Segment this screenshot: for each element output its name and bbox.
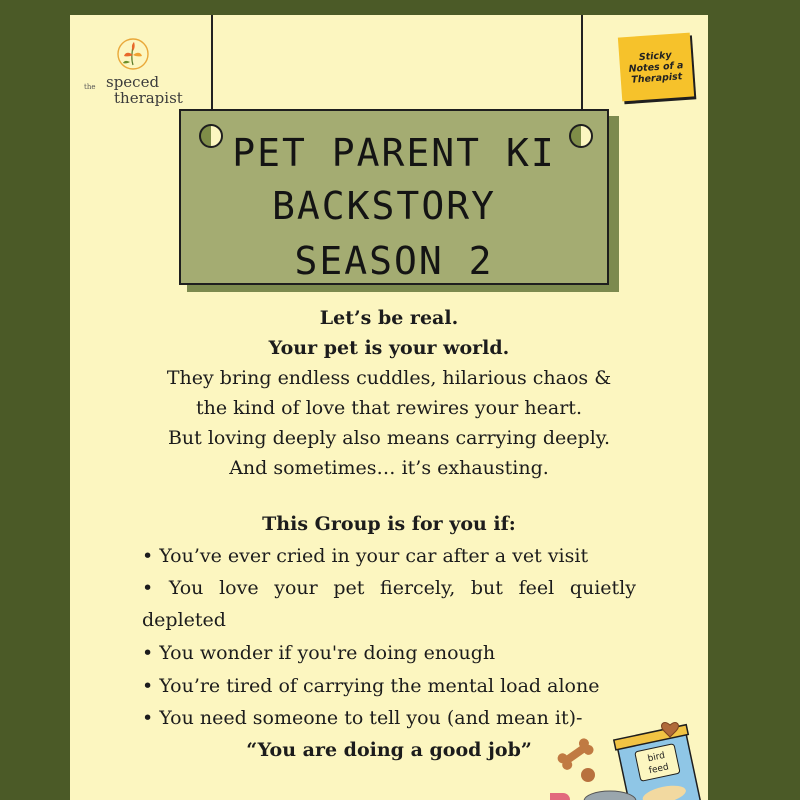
intro-line-3: They bring endless cuddles, hilarious chaos & bbox=[166, 367, 612, 389]
poster-page bbox=[70, 15, 708, 800]
flower-logo-icon bbox=[116, 37, 150, 71]
logo-line-1: speced bbox=[106, 73, 160, 91]
bone-biscuit-icon bbox=[556, 736, 596, 771]
sign-ring-left-icon bbox=[199, 124, 223, 148]
bullet-item: • You love your pet fiercely, but feel quietly bbox=[142, 577, 636, 599]
pet-treats-illustration-icon bbox=[550, 715, 708, 800]
bullet-item: • You wonder if you're doing enough bbox=[142, 642, 496, 664]
intro-line-6: And sometimes… it’s exhausting. bbox=[229, 457, 549, 479]
intro-line-4: the kind of love that rewires your heart. bbox=[196, 397, 582, 419]
pet-toy-icon bbox=[550, 793, 570, 800]
sign-ring-right-icon bbox=[569, 124, 593, 148]
closing-quote: “You are doing a good job” bbox=[246, 739, 532, 761]
sticky-line-1: Sticky bbox=[638, 49, 672, 63]
speced-therapist-logo bbox=[80, 37, 190, 117]
sign-line-2: BACKSTORY bbox=[272, 184, 496, 228]
sticky-line-2: Notes of a bbox=[628, 59, 684, 75]
group-heading: This Group is for you if: bbox=[262, 513, 516, 535]
intro-line-2: Your pet is your world. bbox=[268, 337, 510, 359]
sticky-line-3: Therapist bbox=[630, 70, 683, 86]
sign-line-3: SEASON 2 bbox=[294, 239, 494, 283]
bag-label-line-1: bird bbox=[646, 750, 666, 765]
bird-feed-bag-icon bbox=[614, 725, 704, 800]
intro-line-5: But loving deeply also means carrying deeply. bbox=[167, 427, 611, 449]
title-sign bbox=[179, 109, 609, 285]
bullet-item: • You need someone to tell you (and mean it)- bbox=[142, 707, 583, 729]
bullet-item: • You’ve ever cried in your car after a vet visit bbox=[142, 545, 589, 567]
intro-line-1: Let’s be real. bbox=[319, 307, 459, 329]
bullet-item-continuation: depleted bbox=[142, 609, 226, 631]
logo-line-2: therapist bbox=[114, 89, 183, 107]
bag-label-line-2: feed bbox=[648, 762, 670, 777]
logo-small-text: the bbox=[84, 83, 96, 91]
sticky-note-badge bbox=[618, 33, 694, 102]
sign-line-1: PET PARENT KI bbox=[232, 131, 556, 175]
bullet-item: • You’re tired of carrying the mental load alone bbox=[142, 675, 600, 697]
round-treat-icon bbox=[581, 768, 595, 782]
